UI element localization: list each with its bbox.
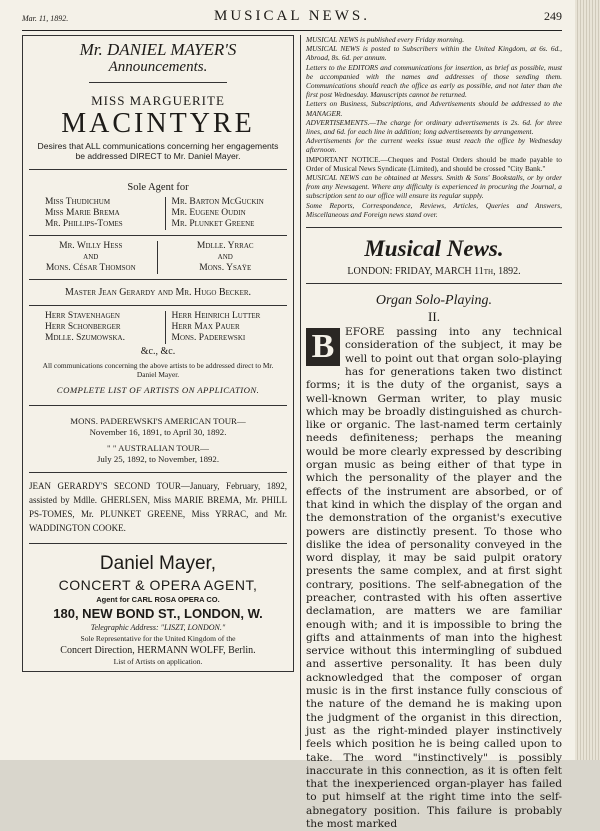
- page-header: [22, 6, 562, 28]
- notice-paragraph: MUSICAL NEWS can be obtained at Messrs. Smith & Sons' Bookstalls, or by order from any Newsagent. Where any difficulty is experienced in procuring the Journal, a subscription sent to our office will ensure its regular supply.: [306, 173, 562, 201]
- artist-name: Mons. Paderewski: [171, 333, 246, 343]
- tour-dates: July 25, 1892, to November, 1892.: [96, 453, 220, 464]
- notice-paragraph: MUSICAL NEWS is published every Friday morning.: [306, 35, 465, 44]
- all-communications-note: All communications concerning the above artists to be addressed direct to Mr. Daniel Mayer.: [42, 361, 274, 379]
- agent-name: Daniel Mayer,: [99, 553, 217, 574]
- tour-heading: " " AUSTRALIAN TOUR—: [107, 443, 209, 453]
- agent-for: Agent for CARL ROSA OPERA CO.: [96, 595, 220, 604]
- complete-list-note: COMPLETE LIST OF ARTISTS ON APPLICATION.: [56, 385, 260, 395]
- artist-name: Herr Heinrich Lutter: [171, 311, 261, 321]
- artist-name: Miss Marie Brema: [45, 208, 120, 218]
- header-rule: [22, 30, 562, 31]
- agent-concert-direction: Concert Direction, HERMANN WOLFF, Berlin.: [60, 645, 256, 656]
- agent-title: CONCERT & OPERA AGENT,: [58, 577, 258, 593]
- agent-address: 180, NEW BOND ST., LONDON, W.: [53, 606, 263, 621]
- artist-name: Miss Thudichum: [45, 197, 111, 207]
- paderewski-tour: [29, 416, 287, 464]
- column-divider: [300, 35, 301, 750]
- notice-paragraph: Advertisements for the current weeks issue must reach the office by Wednesday afternoon.: [306, 136, 562, 155]
- article-number: II.: [428, 309, 440, 325]
- master-line: Master Jean Gerardy and Mr. Hugo Becker.: [64, 287, 252, 298]
- artist-forename: MISS MARGUERITE: [91, 93, 225, 108]
- agent-list: List of Artists on application.: [113, 657, 203, 666]
- artist-name: Mr. Barton McGuckin: [171, 197, 264, 207]
- artist-name: Mdlle. Szumowska.: [45, 333, 125, 343]
- gerardy-tour: JEAN GERARDY'S SECOND TOUR—January, February, 1892, assisted by Mdlle. GHERLSEN, Miss MARIE BREMA, Mr. PHILL PS-TOMES, Mr. PLUNKET GREENE, Miss YRRAC, and Mr. WADDINGTON COOKE.: [29, 481, 287, 533]
- notice-paragraph: MUSICAL NEWS is posted to Subscribers within the United Kingdom, at 6s. 6d., Abroad, 8s. 6d. per annum.: [306, 44, 562, 63]
- artist-conj: and: [217, 252, 233, 262]
- artist-surname: MACINTYRE: [61, 108, 255, 139]
- page-edge-stack: [575, 0, 600, 760]
- artist-name: Herr Schonberger: [45, 322, 121, 332]
- artist-group-2: [29, 241, 287, 274]
- artist-name: Mons. César Thomson: [45, 263, 136, 273]
- issue-date: Mar. 11, 1892.: [22, 14, 69, 23]
- article-body: [306, 326, 562, 831]
- announce-title: Mr. DANIEL MAYER'S: [79, 40, 237, 59]
- artist-name: Herr Max Pauer: [171, 322, 240, 332]
- publication-notices: [306, 35, 562, 219]
- notice-paragraph: Some Reports, Correspondence, Reviews, Articles, Queries and Answers, Miscellaneous and Foreign news stand over.: [306, 200, 562, 219]
- sole-agent-label: Sole Agent for: [127, 182, 189, 193]
- article-title: Organ Solo-Playing.: [375, 293, 493, 309]
- etc-line: &c., &c.: [140, 346, 176, 357]
- artist-name: Mons. Ysaÿe: [199, 263, 252, 273]
- dateline: LONDON: FRIDAY, MARCH 11th, 1892.: [347, 266, 521, 278]
- important-notice: IMPORTANT NOTICE.—Cheques and Postal Orders should be made payable to Order of Musical News Syndicate (Limited), and should be crossed "City Bank.": [306, 154, 562, 173]
- journal-title: MUSICAL NEWS.: [214, 8, 370, 24]
- notice-paragraph: Letters on Business, Subscriptions, and Advertisements should be addressed to the MANAGER.: [306, 99, 562, 118]
- artist-group-3: [29, 311, 287, 344]
- artist-name: Mr. Plunket Greene: [171, 219, 255, 229]
- artist-name: Mr. Phillips-Tomes: [45, 219, 123, 229]
- tour-dates: November 16, 1891, to April 30, 1892.: [89, 426, 227, 437]
- artist-name: Herr Stavenhagen: [45, 311, 120, 321]
- notice-paragraph: Letters to the EDITORS and communications for insertion, as brief as possible, must be accompanied with the names and addresses of those sending them. Communications should reach the office as early as possible, and not later than the first post Wednesday. Manuscripts cannot be returned.: [306, 62, 562, 100]
- daniel-mayer-advert: [29, 552, 287, 667]
- agent-telegraph: Telegraphic Address: "LISZT, LONDON.": [90, 623, 226, 632]
- drop-cap: B: [306, 328, 340, 366]
- article-text: EFORE passing into any technical consideration of the subject, it may be well to point out that organ solo-playing has for generations taken two distinct forms; it is the duty of the organist, says a well-known German writer, to play music which may be broadly distinguished as church-like or organic. The last-named term certainly needs definiteness; perhaps the meaning would be more clearly expressed by describing organ music as being either of that type in which the personality of the player and the effects of the instrument are absorbed, or of that kind in which the display of the organ and the demonstration of the organist's executive powers are distinctly present. To those who dislike the idea of personality conveyed in the word display, it may be said pulpit oratory presents the same complex, and at first sight contrary, positions. The self-abnegation of the preacher, contrasted with his often assertive declamation, are matters we are familiar enough with; and it is impossible to bring the gifts and attainments of man into the highest service without this intermingling of subdued and assertive personality. It has been duly acknowledged that the composer of organ music is in the first instance fully conscious of the nature of the demand he is making upon the judgment of the organist in this direction, just as the right-minded player instinctively feels which position he is being called upon to take. The word "instinctively" is possibly inaccurate in this connection, as it is often felt that the inexperienced organ-player has failed to put himself at the right time into the self-abnegatory position. This failure is probably the most marked: [306, 326, 562, 831]
- masthead: Musical News.: [364, 236, 504, 262]
- agent-sole-rep: Sole Representative for the United Kingdom of the: [80, 634, 236, 643]
- artist-conj: and: [83, 252, 99, 262]
- advert-column: [22, 35, 294, 750]
- notice-paragraph: ADVERTISEMENTS.—The charge for ordinary advertisements is 2s. 6d. for three lines, and 6d. for each line in addition; long advertisements by arrangement.: [306, 117, 562, 137]
- artist-name: Mr. Willy Hess: [59, 241, 123, 251]
- artist-desires: Desires that ALL communications concerning her engagements be addressed DIRECT to Mr. Daniel Mayer.: [37, 141, 279, 161]
- mayer-announcement-box: [22, 35, 294, 672]
- page-number: 249: [544, 9, 562, 23]
- tour-heading: MONS. PADEREWSKI'S AMERICAN TOUR—: [70, 416, 246, 426]
- artist-name: Mr. Eugene Oudin: [171, 208, 246, 218]
- news-column: [306, 35, 562, 831]
- artist-name: Mdlle. Yrrac: [196, 241, 254, 251]
- artist-group-1: [29, 197, 287, 230]
- announce-subtitle: Announcements.: [108, 59, 208, 75]
